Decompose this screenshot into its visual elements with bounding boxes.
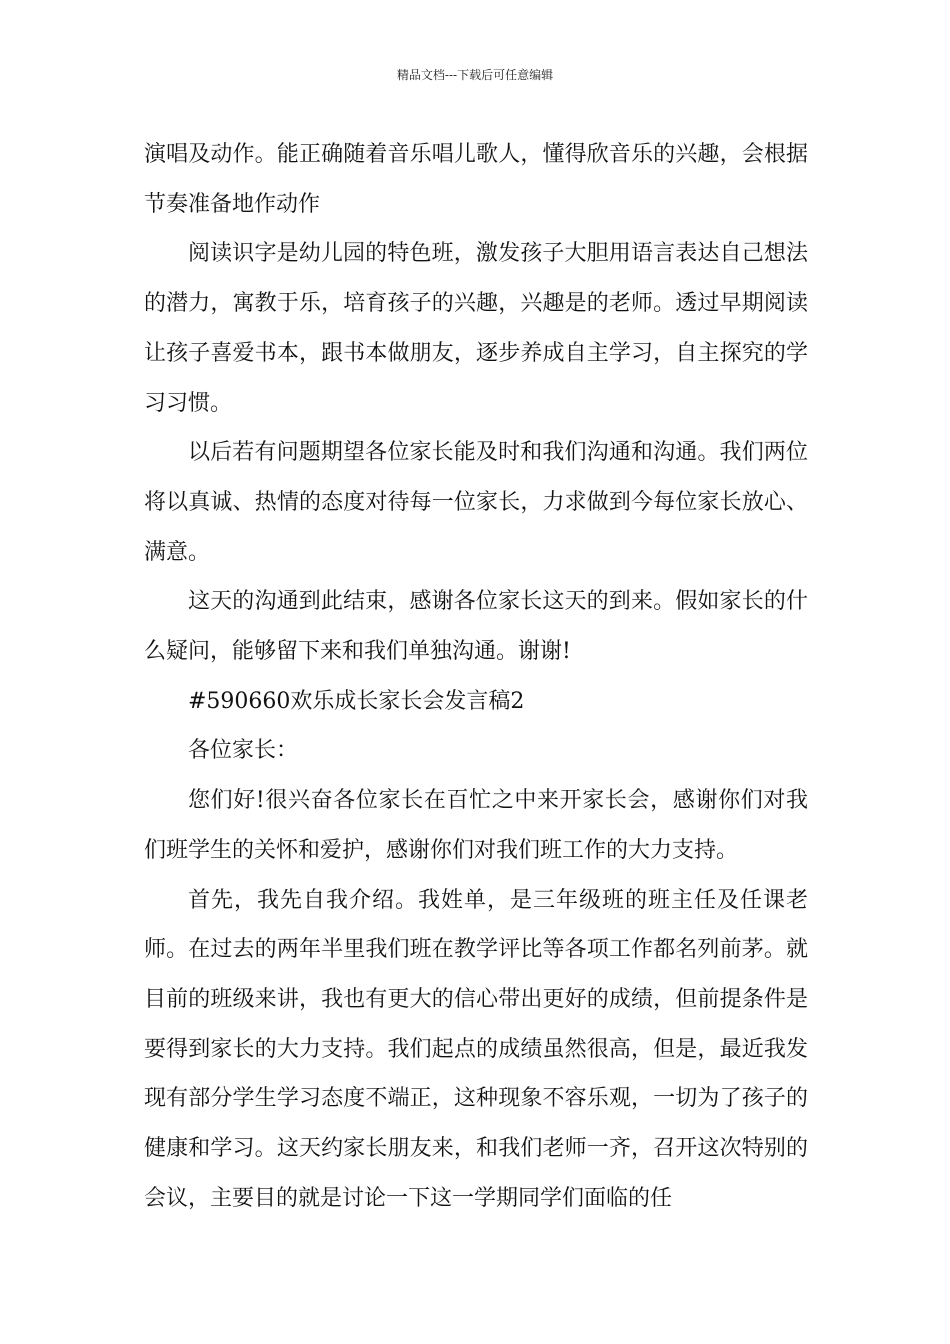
paragraph: 首先，我先自我介绍。我姓单，是三年级班的班主任及任课老师。在过去的两年半里我们班在教学评比等各项工作都名列前茅。就目前的班级来讲，我也有更大的信心带出更好的成绩，但前提条件是要得到家长的大力支持。我们起点的成绩虽然很高，但是，最近我发现有部分学生学习态度不端正，这种现象不容乐观，一切为了孩子的健康和学习。这天约家长朋友来，和我们老师一齐，召开这次特别的会议，主要目的就是讨论一下这一学期同学们面临的任	[144, 887, 808, 1211]
paragraph: 演唱及动作。能正确随着音乐唱儿歌人，懂得欣音乐的兴趣，会根据节奏准备地作动作	[144, 142, 808, 217]
page-header: 精品文档---下载后可任意编辑	[396, 68, 554, 82]
paragraph: 以后若有问题期望各位家长能及时和我们沟通和沟通。我们两位将以真诚、热情的态度对待每一位家长，力求做到今每位家长放心、满意。	[144, 440, 808, 565]
section-heading: #590660欢乐成长家长会发言稿2	[188, 688, 525, 714]
paragraph: 这天的沟通到此结束，感谢各位家长这天的到来。假如家长的什么疑问，能够留下来和我们单独沟通。谢谢!	[144, 589, 808, 665]
paragraph: 您们好!很兴奋各位家长在百忙之中来开家长会，感谢你们对我们班学生的关怀和爱护，感谢你们对我们班工作的大力支持。	[144, 788, 808, 863]
document-body	[144, 130, 808, 1223]
paragraph: 阅读识字是幼儿园的特色班，激发孩子大胆用语言表达自己想法的潜力，寓教于乐，培育孩子的兴趣，兴趣是的老师。透过早期阅读让孩子喜爱书本，跟书本做朋友，逐步养成自主学习，自主探究的学习习惯。	[144, 241, 808, 416]
salutation: 各位家长：	[188, 738, 299, 764]
